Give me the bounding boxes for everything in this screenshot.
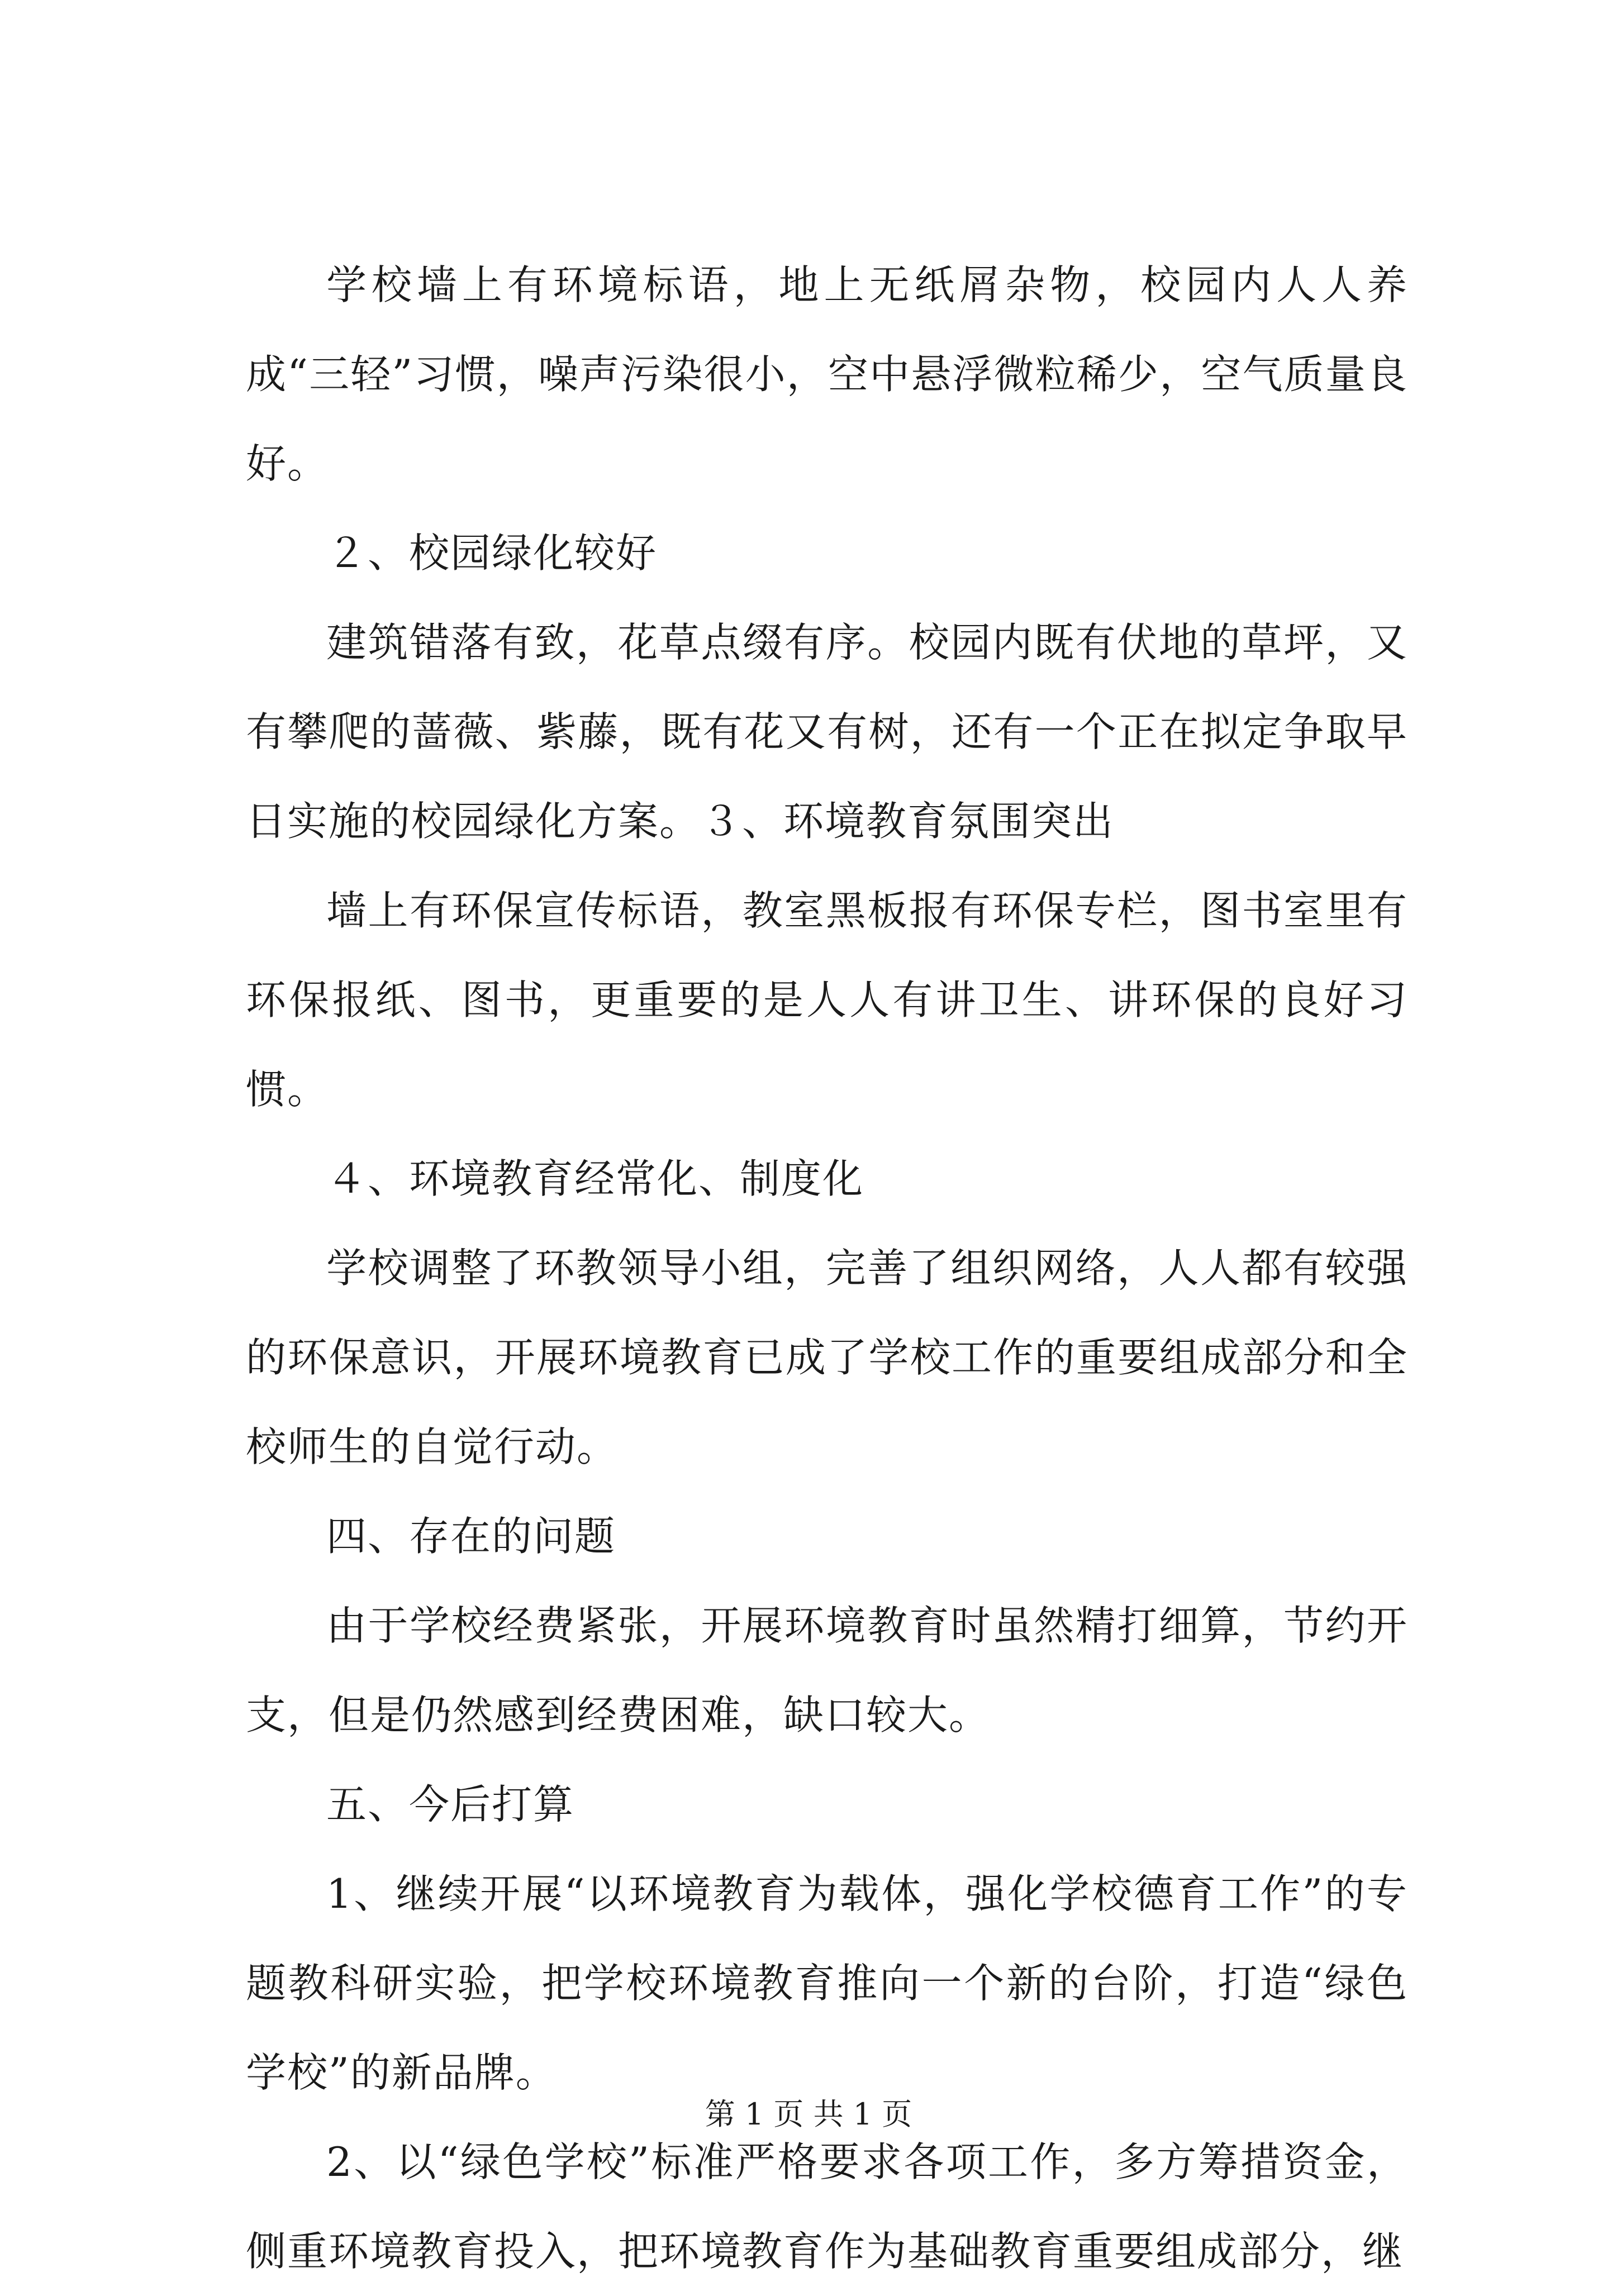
paragraph-campus-environment: 学校墙上有环境标语，地上无纸屑杂物，校园内人人养成“三轻”习惯，噪声污染很小，空中悬浮微粒稀少，空气质量良好。 — [246, 261, 1408, 487]
heading-greening: ２、校园绿化较好 — [326, 530, 658, 577]
paragraph-problems: 由于学校经费紧张，开展环境教育时虽然精打细算，节约开支，但是仍然感到经费困难，缺口较大。 — [246, 1602, 1408, 1738]
paragraph-regularization: 学校调整了环教领导小组，完善了组织网络，人人都有较强的环保意识，开展环境教育已成了学校工作的重要组成部分和全校师生的自觉行动。 — [246, 1245, 1408, 1470]
heading-future-plans: 五、今后打算 — [326, 1781, 575, 1828]
paragraph-plan-2: 2、以“绿色学校”标准严格要求各项工作，多方筹措资金，侧重环境教育投入，把环境教育作为基础教育重要组成部分，继 — [246, 2138, 1408, 2275]
paragraph-greening: 建筑错落有致，花草点缀有序。校园内既有伏地的草坪，又有攀爬的蔷薇、紫藤，既有花又有树，还有一个正在拟定争取早日实施的校园绿化方案。３、环境教育氛围突出 — [246, 619, 1408, 845]
heading-problems: 四、存在的问题 — [326, 1513, 616, 1560]
paragraph-education-atmosphere: 墙上有环保宣传标语，教室黑板报有环保专栏，图书室里有环保报纸、图书，更重要的是人人有讲卫生、讲环保的良好习惯。 — [246, 887, 1408, 1113]
page-footer: 第 1 页 共 1 页 — [705, 2097, 912, 2132]
paragraph-plan-1: 1、继续开展“以环境教育为载体，强化学校德育工作”的专题教科研实验，把学校环境教育推向一个新的台阶，打造“绿色学校”的新品牌。 — [246, 1870, 1408, 2096]
document-body — [246, 240, 1408, 2296]
heading-regularization: ４、环境教育经常化、制度化 — [326, 1155, 864, 1202]
